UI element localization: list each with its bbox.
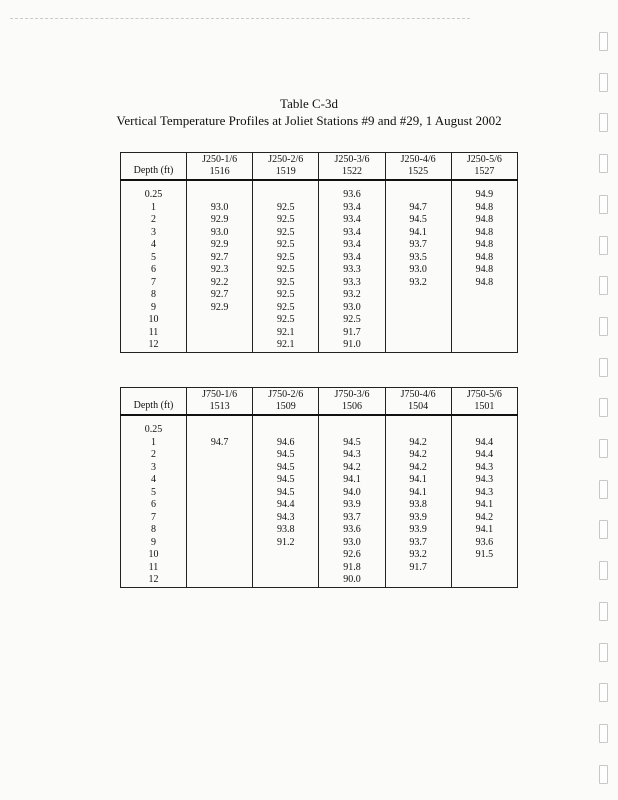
- table-row: [121, 264, 518, 277]
- temperature-cell: 94.4: [451, 437, 517, 450]
- temperature-cell: [451, 314, 517, 327]
- table-row: [121, 189, 518, 202]
- station-name: J750-3/6: [334, 389, 370, 400]
- binder-hole: [599, 32, 608, 51]
- temperature-cell: 94.1: [385, 474, 451, 487]
- station-header: [187, 388, 253, 416]
- temperature-cell: 94.2: [385, 437, 451, 450]
- depth-cell: 10: [121, 314, 187, 327]
- temperature-cell: 94.3: [451, 487, 517, 500]
- temperature-cell: [385, 327, 451, 340]
- binder-hole: [599, 195, 608, 214]
- station-header: [451, 153, 517, 181]
- spacer-cell: [253, 415, 319, 424]
- temperature-cell: 94.1: [319, 474, 385, 487]
- temperature-cell: 94.5: [253, 462, 319, 475]
- temperature-cell: 94.8: [451, 239, 517, 252]
- table-row: [121, 252, 518, 265]
- station-name: J250-4/6: [400, 154, 436, 165]
- temperature-cell: 92.5: [253, 289, 319, 302]
- temperature-cell: [253, 189, 319, 202]
- spacer-cell: [121, 415, 187, 424]
- station-name: J750-2/6: [268, 389, 304, 400]
- table-row: [121, 214, 518, 227]
- station-name: J250-2/6: [268, 154, 304, 165]
- station-time: 1525: [408, 166, 429, 177]
- station-time: 1519: [275, 166, 296, 177]
- temperature-cell: 93.7: [319, 512, 385, 525]
- scan-top-line: [10, 18, 470, 19]
- temperature-cell: [385, 289, 451, 302]
- depth-cell: 4: [121, 474, 187, 487]
- depth-cell: 1: [121, 202, 187, 215]
- temperature-cell: 92.9: [187, 302, 253, 315]
- binder-hole: [599, 724, 608, 743]
- binder-hole: [599, 276, 608, 295]
- table-row: [121, 499, 518, 512]
- binder-hole: [599, 643, 608, 662]
- temperature-cell: [187, 327, 253, 340]
- depth-cell: 1: [121, 437, 187, 450]
- temperature-cell: [385, 339, 451, 352]
- temperature-cell: 93.4: [319, 202, 385, 215]
- spacer-cell: [121, 180, 187, 189]
- station-header: [385, 388, 451, 416]
- temperature-cell: [187, 537, 253, 550]
- depth-cell: 0.25: [121, 424, 187, 437]
- temperature-cell: 93.7: [385, 537, 451, 550]
- station-time: 1527: [474, 166, 495, 177]
- temperature-cell: [451, 424, 517, 437]
- temperature-cell: 94.5: [385, 214, 451, 227]
- temperature-cell: 93.7: [385, 239, 451, 252]
- depth-cell: 6: [121, 264, 187, 277]
- depth-cell: 10: [121, 549, 187, 562]
- temperature-cell: 93.9: [385, 512, 451, 525]
- temperature-cell: 91.2: [253, 537, 319, 550]
- temperature-cell: [253, 574, 319, 587]
- temperature-cell: [187, 499, 253, 512]
- temperature-cell: [187, 474, 253, 487]
- binder-hole: [599, 154, 608, 173]
- temperature-cell: 94.2: [385, 462, 451, 475]
- temperature-cell: 94.3: [253, 512, 319, 525]
- temperature-table-j250: [120, 152, 518, 353]
- station-name: J250-1/6: [202, 154, 238, 165]
- temperature-cell: 93.6: [319, 189, 385, 202]
- temperature-cell: [385, 574, 451, 587]
- spacer-cell: [187, 415, 253, 424]
- temperature-cell: [451, 302, 517, 315]
- binder-hole: [599, 398, 608, 417]
- binder-hole: [599, 602, 608, 621]
- temperature-cell: 93.4: [319, 227, 385, 240]
- station-name: J250-5/6: [466, 154, 502, 165]
- temperature-cell: 92.5: [253, 264, 319, 277]
- temperature-cell: 92.3: [187, 264, 253, 277]
- station-header: [253, 388, 319, 416]
- temperature-cell: 94.1: [385, 487, 451, 500]
- temperature-cell: 92.1: [253, 339, 319, 352]
- table-subtitle: Vertical Temperature Profiles at Joliet Stations #9 and #29, 1 August 2002: [116, 113, 502, 128]
- depth-cell: 5: [121, 487, 187, 500]
- depth-cell: 12: [121, 574, 187, 587]
- depth-cell: 11: [121, 562, 187, 575]
- temperature-cell: 93.6: [319, 524, 385, 537]
- spacer-cell: [319, 415, 385, 424]
- temperature-cell: [451, 289, 517, 302]
- table-row: [121, 314, 518, 327]
- temperature-cell: 93.4: [319, 214, 385, 227]
- table-row: [121, 562, 518, 575]
- temperature-cell: 94.2: [319, 462, 385, 475]
- temperature-cell: 93.8: [253, 524, 319, 537]
- temperature-cell: 94.7: [187, 437, 253, 450]
- binder-hole: [599, 480, 608, 499]
- temperature-cell: 92.5: [253, 214, 319, 227]
- temperature-cell: 93.0: [319, 537, 385, 550]
- temperature-cell: [187, 549, 253, 562]
- depth-cell: 6: [121, 499, 187, 512]
- station-header: [253, 153, 319, 181]
- temperature-cell: 94.8: [451, 277, 517, 290]
- temperature-cell: [451, 339, 517, 352]
- temperature-cell: 92.2: [187, 277, 253, 290]
- temperature-cell: 93.3: [319, 264, 385, 277]
- binder-hole: [599, 317, 608, 336]
- temperature-cell: 91.7: [319, 327, 385, 340]
- station-name: J250-3/6: [334, 154, 370, 165]
- temperature-cell: [187, 487, 253, 500]
- station-header: [319, 388, 385, 416]
- temperature-cell: 94.7: [385, 202, 451, 215]
- table-row: [121, 574, 518, 587]
- spacer-cell: [187, 180, 253, 189]
- station-name: J750-1/6: [202, 389, 238, 400]
- temperature-cell: 94.3: [319, 449, 385, 462]
- binder-hole: [599, 439, 608, 458]
- station-time: 1522: [341, 166, 362, 177]
- temperature-cell: [187, 339, 253, 352]
- temperature-cell: 94.1: [451, 524, 517, 537]
- temperature-cell: 94.6: [253, 437, 319, 450]
- depth-cell: 11: [121, 327, 187, 340]
- temperature-cell: 92.5: [319, 314, 385, 327]
- spacer-cell: [451, 415, 517, 424]
- table-row: [121, 339, 518, 352]
- temperature-cell: 94.5: [319, 437, 385, 450]
- temperature-cell: 91.0: [319, 339, 385, 352]
- temperature-cell: [187, 449, 253, 462]
- spacer-cell: [451, 180, 517, 189]
- depth-cell: 0.25: [121, 189, 187, 202]
- temperature-cell: 92.9: [187, 214, 253, 227]
- temperature-cell: 92.5: [253, 202, 319, 215]
- table-row: [121, 474, 518, 487]
- temperature-cell: [451, 562, 517, 575]
- spacer-cell: [319, 180, 385, 189]
- depth-cell: 5: [121, 252, 187, 265]
- temperature-cell: 92.5: [253, 277, 319, 290]
- depth-header: Depth (ft): [121, 153, 187, 181]
- temperature-cell: [385, 189, 451, 202]
- station-time: 1501: [474, 401, 495, 412]
- temperature-cell: 94.1: [451, 499, 517, 512]
- temperature-cell: 94.8: [451, 214, 517, 227]
- temperature-cell: 92.1: [253, 327, 319, 340]
- temperature-cell: 94.8: [451, 227, 517, 240]
- temperature-cell: 91.7: [385, 562, 451, 575]
- table-row: [121, 537, 518, 550]
- temperature-cell: [253, 424, 319, 437]
- depth-header: Depth (ft): [121, 388, 187, 416]
- temperature-cell: 93.2: [385, 549, 451, 562]
- binder-hole: [599, 561, 608, 580]
- temperature-cell: 94.3: [451, 462, 517, 475]
- temperature-cell: [187, 424, 253, 437]
- spacer-cell: [253, 180, 319, 189]
- temperature-cell: 94.4: [253, 499, 319, 512]
- binder-hole: [599, 358, 608, 377]
- table-row: [121, 202, 518, 215]
- temperature-cell: [451, 574, 517, 587]
- table-row: [121, 302, 518, 315]
- station-header: [451, 388, 517, 416]
- temperature-cell: [187, 462, 253, 475]
- binder-hole: [599, 73, 608, 92]
- temperature-cell: 92.5: [253, 314, 319, 327]
- depth-cell: 3: [121, 462, 187, 475]
- temperature-cell: 91.5: [451, 549, 517, 562]
- temperature-cell: 93.0: [385, 264, 451, 277]
- table-row: [121, 487, 518, 500]
- table-row: [121, 549, 518, 562]
- depth-cell: 2: [121, 449, 187, 462]
- depth-cell: 8: [121, 289, 187, 302]
- temperature-cell: [385, 302, 451, 315]
- temperature-cell: [187, 189, 253, 202]
- depth-cell: 9: [121, 302, 187, 315]
- temperature-cell: [187, 524, 253, 537]
- temperature-cell: 93.8: [385, 499, 451, 512]
- temperature-cell: 94.5: [253, 474, 319, 487]
- binder-hole: [599, 520, 608, 539]
- temperature-cell: 94.8: [451, 202, 517, 215]
- temperature-cell: 92.5: [253, 302, 319, 315]
- depth-cell: 2: [121, 214, 187, 227]
- depth-cell: 4: [121, 239, 187, 252]
- depth-cell: 7: [121, 277, 187, 290]
- station-time: 1504: [408, 401, 429, 412]
- temperature-cell: 92.7: [187, 252, 253, 265]
- temperature-cell: [187, 314, 253, 327]
- table-row: [121, 462, 518, 475]
- temperature-cell: 94.3: [451, 474, 517, 487]
- station-name: J750-5/6: [466, 389, 502, 400]
- temperature-cell: [187, 512, 253, 525]
- temperature-cell: [187, 562, 253, 575]
- temperature-cell: 93.0: [187, 227, 253, 240]
- temperature-cell: 93.3: [319, 277, 385, 290]
- temperature-cell: 94.2: [451, 512, 517, 525]
- spacer-cell: [385, 180, 451, 189]
- table-row: [121, 277, 518, 290]
- binder-hole: [599, 236, 608, 255]
- temperature-cell: 93.2: [385, 277, 451, 290]
- temperature-cell: 92.9: [187, 239, 253, 252]
- table-row: [121, 239, 518, 252]
- table-row: [121, 424, 518, 437]
- temperature-cell: [187, 574, 253, 587]
- depth-cell: 3: [121, 227, 187, 240]
- temperature-cell: [385, 314, 451, 327]
- temperature-cell: 93.0: [187, 202, 253, 215]
- temperature-cell: 93.9: [319, 499, 385, 512]
- temperature-cell: [253, 549, 319, 562]
- temperature-cell: [385, 424, 451, 437]
- binder-hole: [599, 113, 608, 132]
- station-header: [187, 153, 253, 181]
- temperature-cell: 94.5: [253, 487, 319, 500]
- temperature-cell: 94.0: [319, 487, 385, 500]
- temperature-cell: 92.5: [253, 239, 319, 252]
- table-row: [121, 227, 518, 240]
- station-name: J750-4/6: [400, 389, 436, 400]
- station-header: [319, 153, 385, 181]
- temperature-cell: 92.7: [187, 289, 253, 302]
- temperature-cell: 94.8: [451, 264, 517, 277]
- temperature-cell: 94.4: [451, 449, 517, 462]
- station-time: 1513: [209, 401, 230, 412]
- temperature-cell: 94.8: [451, 252, 517, 265]
- depth-cell: 9: [121, 537, 187, 550]
- temperature-cell: 93.2: [319, 289, 385, 302]
- temperature-cell: 94.2: [385, 449, 451, 462]
- temperature-cell: 93.4: [319, 239, 385, 252]
- temperature-cell: 93.5: [385, 252, 451, 265]
- table-row: [121, 289, 518, 302]
- temperature-cell: 94.5: [253, 449, 319, 462]
- temperature-cell: 93.0: [319, 302, 385, 315]
- table-row: [121, 512, 518, 525]
- temperature-cell: 90.0: [319, 574, 385, 587]
- binder-hole: [599, 683, 608, 702]
- temperature-cell: 94.9: [451, 189, 517, 202]
- table-row: [121, 449, 518, 462]
- station-header: [385, 153, 451, 181]
- table-row: [121, 327, 518, 340]
- temperature-table-j750: [120, 387, 518, 588]
- station-time: 1516: [209, 166, 230, 177]
- table-row: [121, 524, 518, 537]
- spacer-row: [121, 415, 518, 424]
- depth-cell: 7: [121, 512, 187, 525]
- depth-cell: 12: [121, 339, 187, 352]
- spacer-cell: [385, 415, 451, 424]
- binder-hole: [599, 765, 608, 784]
- spacer-row: [121, 180, 518, 189]
- temperature-cell: [319, 424, 385, 437]
- temperature-cell: 91.8: [319, 562, 385, 575]
- table-row: [121, 437, 518, 450]
- temperature-cell: 92.5: [253, 227, 319, 240]
- temperature-cell: [451, 327, 517, 340]
- station-time: 1506: [341, 401, 362, 412]
- temperature-cell: 93.9: [385, 524, 451, 537]
- temperature-cell: 93.6: [451, 537, 517, 550]
- depth-cell: 8: [121, 524, 187, 537]
- station-time: 1509: [275, 401, 296, 412]
- temperature-cell: 94.1: [385, 227, 451, 240]
- temperature-cell: [253, 562, 319, 575]
- temperature-cell: 93.4: [319, 252, 385, 265]
- temperature-cell: 92.6: [319, 549, 385, 562]
- temperature-cell: 92.5: [253, 252, 319, 265]
- table-title: Table C-3d: [280, 96, 338, 111]
